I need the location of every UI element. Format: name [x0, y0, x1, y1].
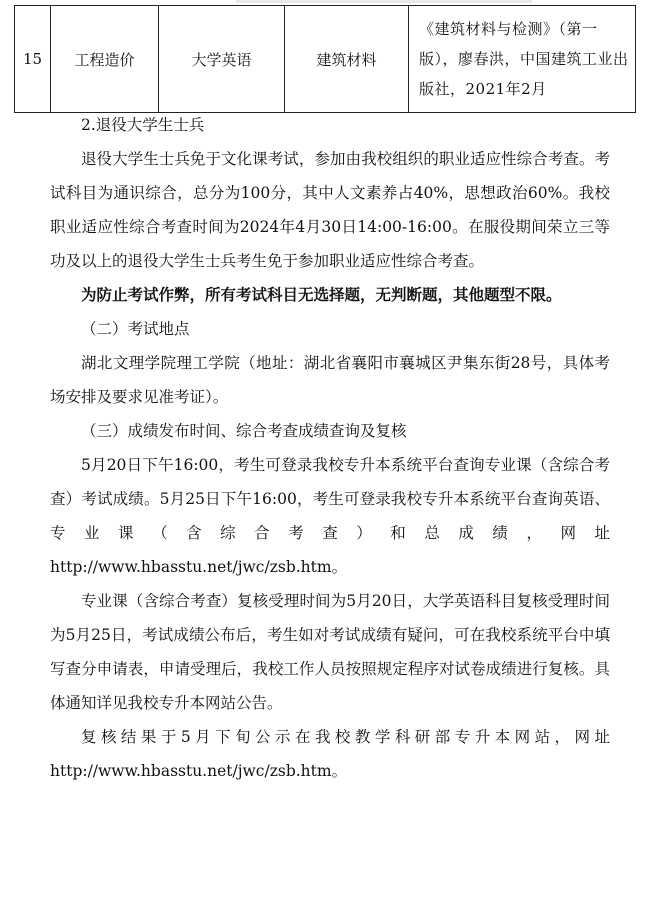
results-paragraph-1: 5月20日下午16:00，考生可登录我校专升本系统平台查询专业课（含综合考查）考试成绩。5月25日下午16:00，考生可登录我校专升本系统平台查询英语、专业课（含综合考查）和总成绩，网址http://www.hbasstu.net/jwc/zsb.htm。: [50, 456, 610, 576]
anti-cheating-notice: 为防止考试作弊，所有考试科目无选择题，无判断题，其他题型不限。: [81, 285, 562, 304]
row-index: 15: [15, 6, 51, 113]
textbook-cell: 《建筑材料与检测》（第一版），廖春洪，中国建筑工业出版社，2021年2月: [409, 6, 636, 113]
results-paragraph-2: 专业课（含综合考查）复核受理时间为5月20日，大学英语科目复核受理时间为5月25日，考试成绩公布后，考生如对考试成绩有疑问，可在我校系统平台中填写查分申请表，申请受理后，我校工作人员按照规定程序对试卷成绩进行复核。具体通知详见我校专升本网站公告。: [50, 592, 610, 712]
location-heading: （二）考试地点: [81, 320, 190, 338]
professional-course-cell: 建筑材料: [285, 6, 409, 113]
course-table: [14, 5, 636, 113]
major-cell: 工程造价: [51, 6, 159, 113]
veterans-heading: 2.退役大学生士兵: [81, 116, 205, 134]
location-paragraph: 湖北文理学院理工学院（地址：湖北省襄阳市襄城区尹集东街28号，具体考场安排及要求见准考证）。: [50, 354, 610, 406]
results-paragraph-3: 复核结果于5月下旬公示在我校教学科研部专升本网站，网址http://www.hbasstu.net/jwc/zsb.htm。: [50, 728, 610, 780]
document-body: [50, 108, 610, 788]
page-top-edge: [236, 0, 532, 3]
public-course-cell: 大学英语: [159, 6, 285, 113]
results-heading: （三）成绩发布时间、综合考查成绩查询及复核: [81, 422, 407, 440]
table-row: [15, 6, 636, 113]
veterans-paragraph: 退役大学生士兵免于文化课考试，参加由我校组织的职业适应性综合考查。考试科目为通识综合，总分为100分，其中人文素养占40%，思想政治60%。我校职业适应性综合考查时间为2024年4月30日14:00-16:00。在服役期间荣立三等功及以上的退役大学生士兵考生免于参加职业适应性综合考查。: [50, 150, 610, 270]
